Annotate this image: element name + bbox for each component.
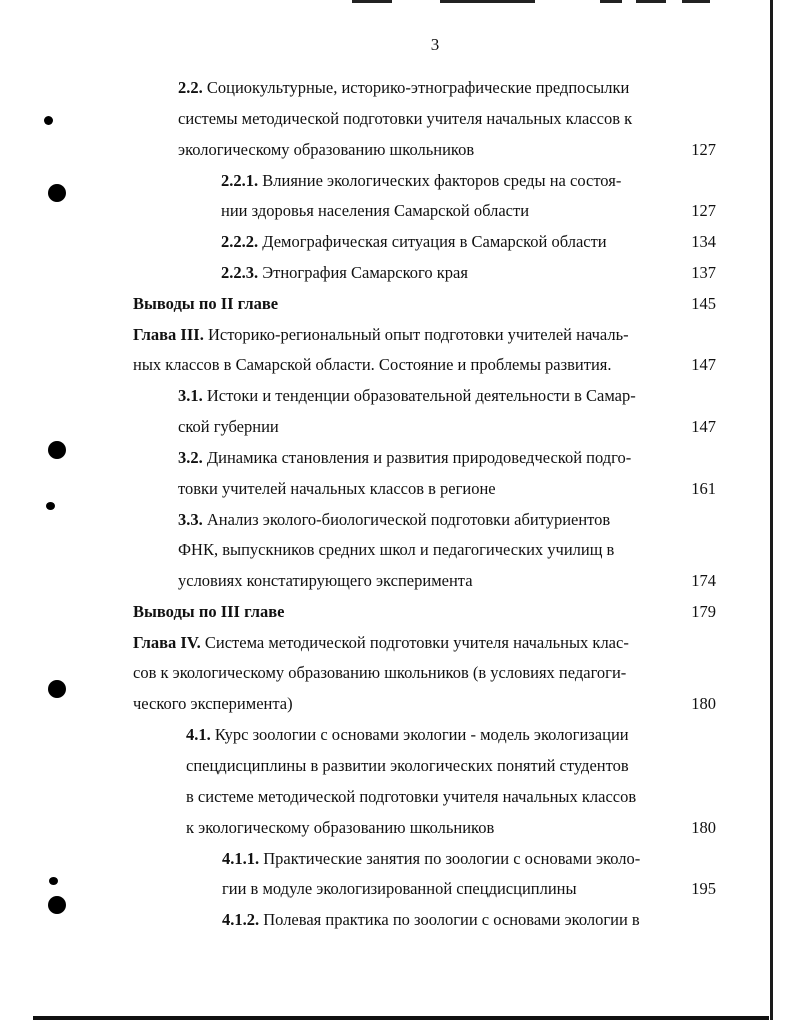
toc-entry-text: Система методической подготовки учителя начальных клас- — [204, 633, 629, 652]
toc-entry-text: спецдисциплины в развитии экологических понятий студентов — [186, 756, 629, 775]
toc-entry-text: Влияние экологических факторов среды на состоя- — [262, 171, 622, 190]
toc-page-number: 180 — [691, 694, 716, 713]
toc-entry-line — [222, 879, 577, 899]
toc-entry-number: Глава IV. — [133, 633, 201, 652]
toc-entry-number: 3.3. — [178, 510, 203, 529]
toc-entry-number: 2.2.2. — [221, 232, 259, 251]
toc-page-number: 134 — [691, 232, 716, 251]
punch-hole-icon — [48, 441, 66, 459]
toc-entry-text: системы методической подготовки учителя начальных классов к — [178, 109, 633, 128]
toc-entry-text: ческого эксперимента) — [133, 694, 293, 713]
toc-entry-text: сов к экологическому образованию школьников (в условиях педагоги- — [133, 663, 627, 682]
toc-entry-line — [133, 633, 629, 653]
toc-entry-line — [133, 355, 612, 375]
toc-entry-line — [178, 140, 474, 160]
toc-entry-text: гии в модуле экологизированной спецдисциплины — [222, 879, 577, 898]
toc-entry-line — [221, 171, 621, 191]
toc-entry-line — [133, 294, 278, 314]
toc-entry-number: 3.1. — [178, 386, 203, 405]
toc-page-number: 145 — [691, 294, 716, 313]
toc-entry-number: 3.2. — [178, 448, 203, 467]
punch-mark — [49, 877, 58, 885]
toc-entry-number: 2.2. — [178, 78, 203, 97]
toc-page-number: 147 — [691, 417, 716, 436]
toc-entry-text: Социокультурные, историко-этнографические предпосылки — [206, 78, 630, 97]
punch-hole-icon — [48, 896, 66, 914]
punch-hole-icon — [48, 680, 66, 698]
toc-page-number: 127 — [691, 201, 716, 220]
toc-page-number: 147 — [691, 355, 716, 374]
scan-edge-top-2 — [440, 0, 535, 3]
toc-entry-number: 4.1. — [186, 725, 211, 744]
toc-entry-number: Выводы по II главе — [133, 294, 279, 313]
toc-page-number: 161 — [691, 479, 716, 498]
toc-entry-text: ской губернии — [178, 417, 279, 436]
scan-edge-right — [770, 0, 773, 1020]
toc-entry-text: Историко-региональный опыт подготовки учителей началь- — [207, 325, 629, 344]
toc-entry-line — [178, 448, 631, 468]
toc-entry-line — [133, 602, 284, 622]
toc-entry-line — [178, 78, 629, 98]
toc-entry-line — [222, 849, 640, 869]
toc-page-number: 180 — [691, 818, 716, 837]
toc-entry-line — [178, 386, 636, 406]
toc-entry-line — [178, 510, 610, 530]
toc-entry-text: Полевая практика по зоологии с основами экологии в — [263, 910, 640, 929]
toc-entry-number: 2.2.3. — [221, 263, 259, 282]
toc-entry-line — [178, 417, 279, 437]
toc-entry-number: 4.1.1. — [222, 849, 260, 868]
toc-entry-line — [186, 787, 636, 807]
toc-page-number: 179 — [691, 602, 716, 621]
toc-entry-line — [133, 694, 293, 714]
punch-hole-icon — [48, 184, 66, 202]
toc-page-number: 174 — [691, 571, 716, 590]
toc-entry-line — [222, 910, 640, 930]
toc-entry-text: Анализ эколого-биологической подготовки абитуриентов — [206, 510, 611, 529]
toc-entry-text: Истоки и тенденции образовательной деятельности в Самар- — [206, 386, 636, 405]
toc-entry-text: экологическому образованию школьников — [178, 140, 475, 159]
toc-entry-text: в системе методической подготовки учителя начальных классов — [186, 787, 637, 806]
toc-entry-line — [186, 756, 629, 776]
toc-entry-text: Практические занятия по зоологии с основами эколо- — [263, 849, 641, 868]
scan-edge-top-4 — [636, 0, 666, 3]
punch-mark — [46, 502, 55, 510]
scan-edge-top-1 — [352, 0, 392, 3]
toc-entry-number: 4.1.2. — [222, 910, 260, 929]
toc-entry-text: Этнография Самарского края — [262, 263, 468, 282]
toc-entry-line — [178, 479, 496, 499]
scan-edge-bottom — [33, 1016, 769, 1020]
toc-entry-number: Глава III. — [133, 325, 204, 344]
page-number: 3 — [430, 35, 440, 54]
scan-edge-top-5 — [682, 0, 710, 3]
toc-entry-line — [178, 540, 614, 560]
toc-entry-text: к экологическому образованию школьников — [186, 818, 495, 837]
toc-entry-text: Динамика становления и развития природоведческой подго- — [206, 448, 632, 467]
toc-page-number: 137 — [691, 263, 716, 282]
toc-entry-line — [221, 263, 468, 283]
toc-entry-line — [221, 201, 529, 221]
toc-entry-text: товки учителей начальных классов в регионе — [178, 479, 496, 498]
toc-entry-text: нии здоровья населения Самарской области — [221, 201, 530, 220]
toc-entry-line — [221, 232, 607, 252]
toc-entry-line — [186, 818, 494, 838]
toc-entry-number: 2.2.1. — [221, 171, 259, 190]
toc-page-number: 195 — [691, 879, 716, 898]
toc-entry-line — [186, 725, 629, 745]
scan-edge-top-3 — [600, 0, 622, 3]
toc-entry-text: ФНК, выпускников средних школ и педагогических училищ в — [178, 540, 615, 559]
toc-entry-text: ных классов в Самарской области. Состояние и проблемы развития. — [133, 355, 612, 374]
punch-mark — [44, 116, 53, 125]
toc-entry-line — [133, 663, 626, 683]
toc-page-number: 127 — [691, 140, 716, 159]
toc-entry-line — [133, 325, 629, 345]
toc-entry-line — [178, 571, 473, 591]
toc-entry-text: условиях констатирующего эксперимента — [178, 571, 473, 590]
toc-entry-number: Выводы по III главе — [133, 602, 285, 621]
toc-entry-line — [178, 109, 632, 129]
toc-entry-text: Курс зоологии с основами экологии - модель экологизации — [214, 725, 629, 744]
toc-entry-text: Демографическая ситуация в Самарской области — [262, 232, 607, 251]
